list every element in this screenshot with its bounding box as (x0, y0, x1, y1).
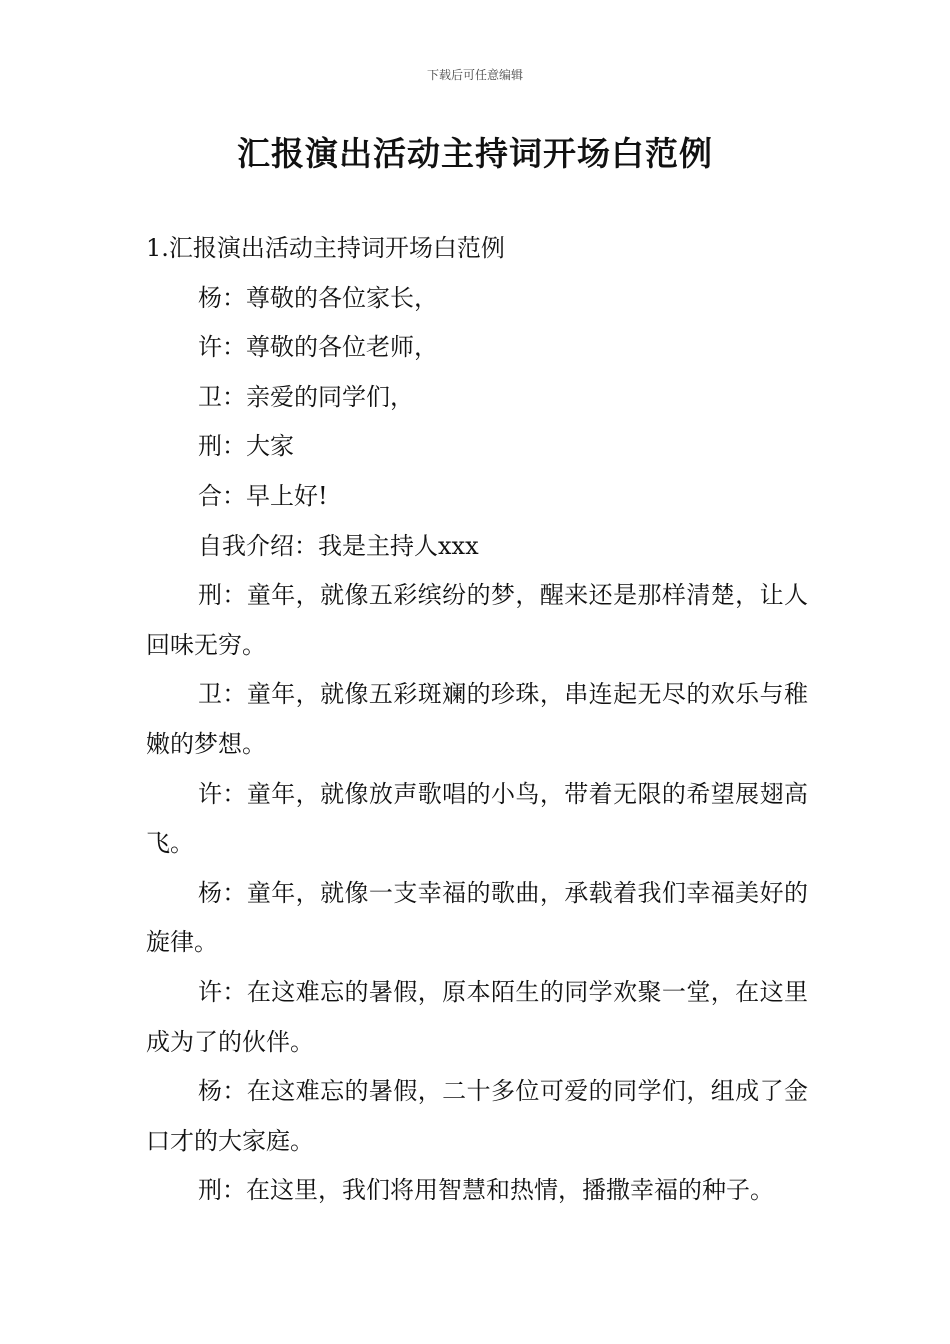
script-line: 许：童年，就像放声歌唱的小鸟，带着无限的希望展翅高飞。 (146, 779, 808, 858)
script-line: 卫：童年，就像五彩斑斓的珍珠，串连起无尽的欢乐与稚嫩的梦想。 (146, 680, 808, 758)
script-line: 刑：大家 (198, 432, 294, 461)
script-line: 卫：亲爱的同学们， (198, 382, 414, 411)
script-line: 许：在这难忘的暑假，原本陌生的同学欢聚一堂，在这里成为了的伙伴。 (146, 977, 808, 1056)
section-heading: 1.汇报演出活动主持词开场白范例 (146, 234, 505, 262)
document-body (146, 224, 808, 1216)
header-note: 下载后可任意编辑 (426, 68, 523, 82)
script-line: 杨：尊敬的各位家长， (198, 283, 438, 312)
script-line: 许：尊敬的各位老师， (198, 333, 438, 362)
script-line: 杨：在这难忘的暑假，二十多位可爱的同学们，组成了金口才的大家庭。 (146, 1077, 808, 1155)
script-line: 刑：童年，就像五彩缤纷的梦，醒来还是那样清楚，让人回味无穷。 (146, 581, 808, 659)
script-line: 杨：童年，就像一支幸福的歌曲，承载着我们幸福美好的旋律。 (146, 878, 808, 957)
document-title: 汇报演出活动主持词开场白范例 (237, 134, 713, 173)
script-line: 自我介绍：我是主持人xxx (198, 531, 479, 560)
script-line: 刑：在这里，我们将用智慧和热情，播撒幸福的种子。 (198, 1176, 774, 1205)
script-line: 合：早上好! (198, 481, 328, 510)
